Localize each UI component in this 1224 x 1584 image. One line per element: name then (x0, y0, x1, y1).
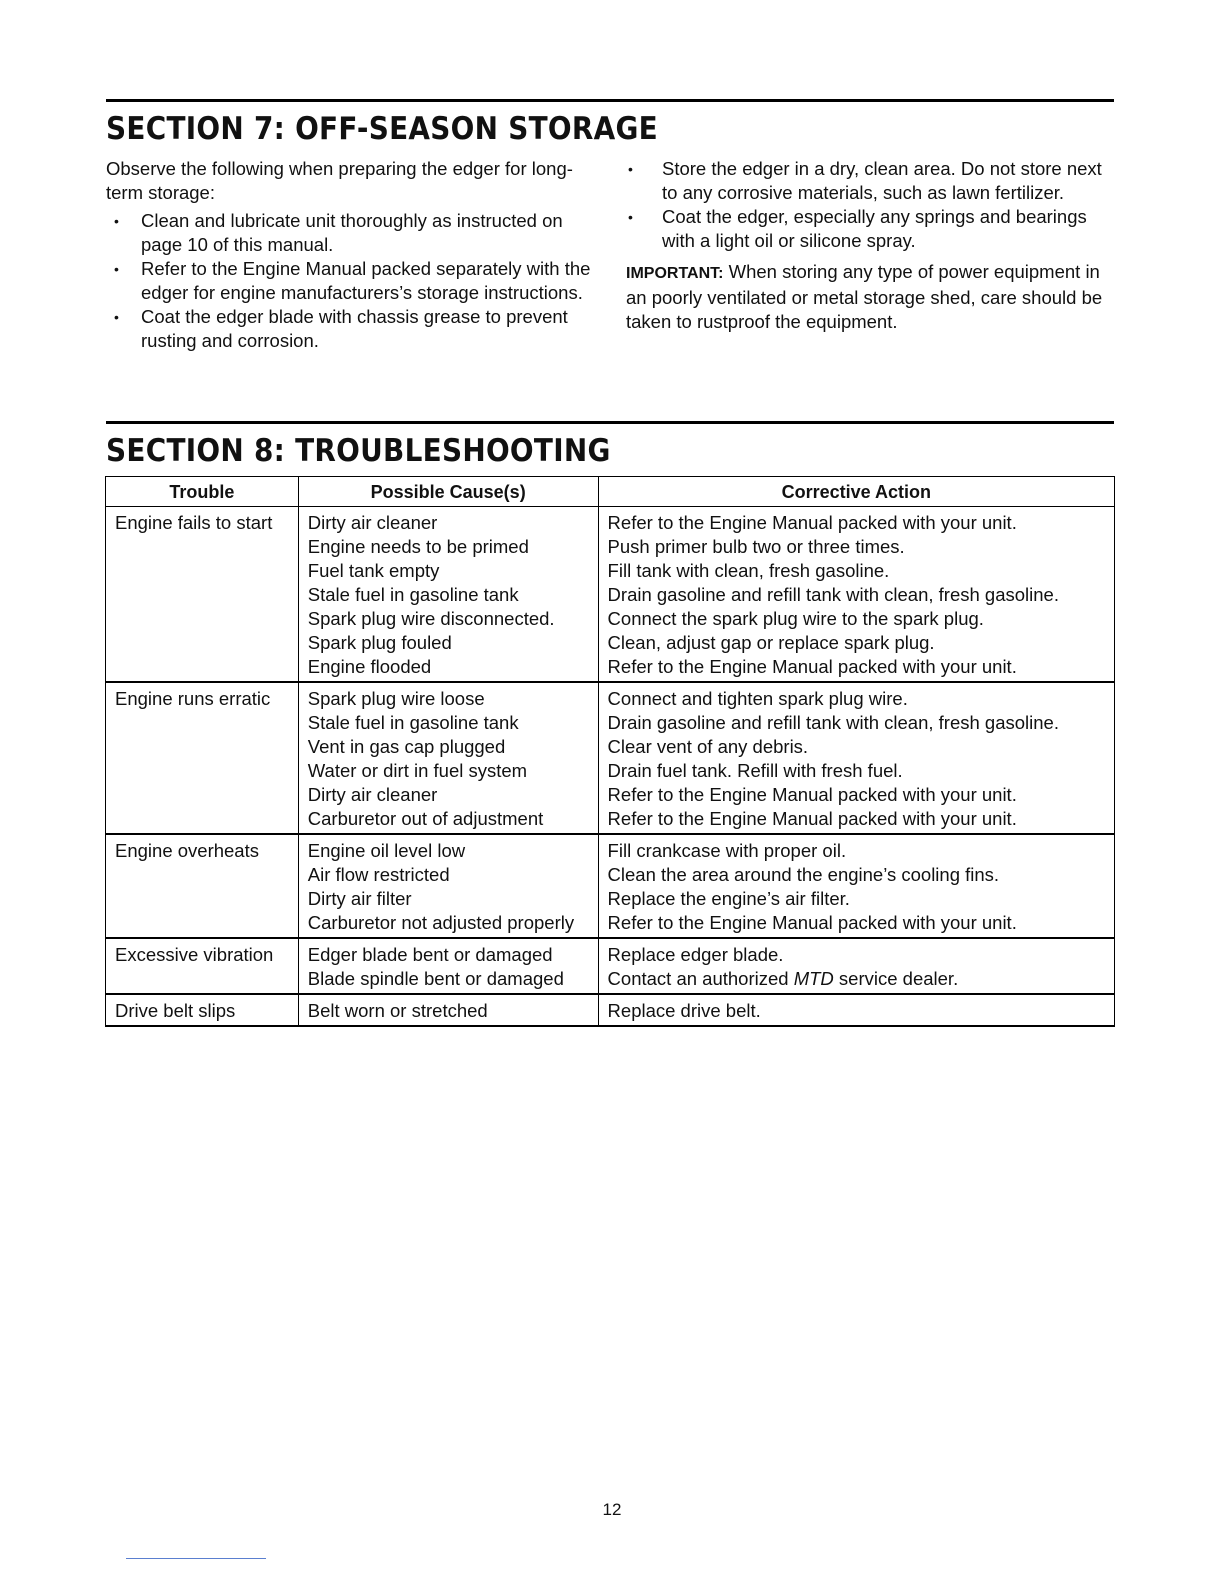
action-line: Contact an authorized MTD service dealer. (607, 968, 959, 989)
section-7-rule (106, 99, 1114, 102)
actions-cell (598, 994, 1114, 1026)
cause-line: Dirty air filter (307, 888, 412, 909)
cause-line: Engine oil level low (307, 840, 466, 861)
table-header-row (106, 477, 1115, 507)
important-label: IMPORTANT: (626, 265, 724, 282)
action-line: Refer to the Engine Manual packed with your unit. (607, 808, 1017, 829)
footer-divider (126, 1558, 266, 1559)
action-line: Drain gasoline and refill tank with clean, fresh gasoline. (607, 584, 1059, 605)
section-7-left-column (106, 157, 596, 353)
causes-cell (298, 682, 598, 834)
cause-line: Engine flooded (307, 656, 432, 677)
list-item: • Refer to the Engine Manual packed separately with the edger for engine manufacturers’s storage instructions. (106, 257, 596, 305)
troubleshooting-table (105, 476, 1115, 1027)
action-line: Replace drive belt. (607, 1000, 761, 1021)
action-line: Push primer bulb two or three times. (607, 536, 905, 557)
table-row (106, 994, 1115, 1026)
cause-line: Water or dirt in fuel system (307, 760, 528, 781)
cause-line: Vent in gas cap plugged (307, 736, 506, 757)
cause-line: Spark plug wire disconnected. (307, 608, 555, 629)
table-row (106, 834, 1115, 938)
action-line: Connect the spark plug wire to the spark plug. (607, 608, 984, 629)
actions-cell (598, 682, 1114, 834)
action-line: Refer to the Engine Manual packed with your unit. (607, 656, 1017, 677)
storage-left-bullets (106, 209, 596, 353)
cause-line: Engine needs to be primed (307, 536, 529, 557)
table-row (106, 682, 1115, 834)
cause-line: Stale fuel in gasoline tank (307, 712, 519, 733)
trouble-text: Engine overheats (115, 840, 259, 861)
actions-cell (598, 938, 1114, 994)
cause-line: Spark plug wire loose (307, 688, 485, 709)
list-item: • Coat the edger, especially any springs and bearings with a light oil or silicone spray. (618, 205, 1114, 253)
action-line: Replace the engine’s air filter. (607, 888, 850, 909)
cause-line: Belt worn or stretched (307, 1000, 488, 1021)
causes-cell (298, 834, 598, 938)
action-line: Fill crankcase with proper oil. (607, 840, 847, 861)
list-item: • Store the edger in a dry, clean area. Do not store next to any corrosive materials, such as lawn fertilizer. (618, 157, 1114, 205)
section-7-title: SECTION 7: OFF-SEASON STORAGE (106, 111, 658, 147)
cause-line: Fuel tank empty (307, 560, 440, 581)
trouble-cell (106, 938, 299, 994)
actions-cell (598, 507, 1114, 683)
cause-line: Spark plug fouled (307, 632, 452, 653)
section-8-title: SECTION 8: TROUBLESHOOTING (106, 433, 611, 469)
action-line: Clean the area around the engine’s cooling fins. (607, 864, 1000, 885)
trouble-text: Excessive vibration (115, 944, 274, 965)
cause-line: Air flow restricted (307, 864, 450, 885)
table-row (106, 938, 1115, 994)
list-item: • Coat the edger blade with chassis grease to prevent rusting and corrosion. (106, 305, 596, 353)
action-line: Refer to the Engine Manual packed with your unit. (607, 912, 1017, 933)
trouble-cell (106, 682, 299, 834)
trouble-text: Engine runs erratic (115, 688, 271, 709)
cause-line: Dirty air cleaner (307, 784, 438, 805)
trouble-text: Engine fails to start (115, 512, 273, 533)
causes-cell (298, 938, 598, 994)
action-line: Fill tank with clean, fresh gasoline. (607, 560, 890, 581)
trouble-cell (106, 834, 299, 938)
cause-line: Stale fuel in gasoline tank (307, 584, 519, 605)
action-line: Replace edger blade. (607, 944, 784, 965)
table-row (106, 507, 1115, 683)
page-number: 12 (602, 1500, 622, 1519)
action-line: Clear vent of any debris. (607, 736, 809, 757)
storage-right-bullets (618, 157, 1114, 253)
actions-cell (598, 834, 1114, 938)
causes-cell (298, 507, 598, 683)
trouble-cell (106, 994, 299, 1026)
section-7-right-column (618, 157, 1114, 334)
trouble-cell (106, 507, 299, 683)
cause-line: Carburetor out of adjustment (307, 808, 544, 829)
causes-cell (298, 994, 598, 1026)
section-8-rule (106, 421, 1114, 424)
column-header-causes: Possible Cause(s) (298, 477, 598, 507)
important-note (626, 260, 1114, 334)
important-text: When storing any type of power equipment in an poorly ventilated or metal storage shed, care should be taken to rustproof the equipment. (626, 261, 1103, 332)
column-header-actions: Corrective Action (598, 477, 1114, 507)
cause-line: Blade spindle bent or damaged (307, 968, 564, 989)
column-header-trouble: Trouble (106, 477, 299, 507)
trouble-text: Drive belt slips (115, 1000, 236, 1021)
action-line: Refer to the Engine Manual packed with your unit. (607, 512, 1017, 533)
action-line: Connect and tighten spark plug wire. (607, 688, 908, 709)
storage-intro: Observe the following when preparing the edger for long-term storage: (106, 158, 573, 203)
action-line: Clean, adjust gap or replace spark plug. (607, 632, 935, 653)
action-line: Refer to the Engine Manual packed with your unit. (607, 784, 1017, 805)
brand-name: MTD (793, 968, 834, 989)
cause-line: Edger blade bent or damaged (307, 944, 553, 965)
cause-line: Carburetor not adjusted properly (307, 912, 575, 933)
cause-line: Dirty air cleaner (307, 512, 438, 533)
action-line: Drain fuel tank. Refill with fresh fuel. (607, 760, 903, 781)
action-line: Drain gasoline and refill tank with clean, fresh gasoline. (607, 712, 1059, 733)
list-item: • Clean and lubricate unit thoroughly as instructed on page 10 of this manual. (106, 209, 596, 257)
